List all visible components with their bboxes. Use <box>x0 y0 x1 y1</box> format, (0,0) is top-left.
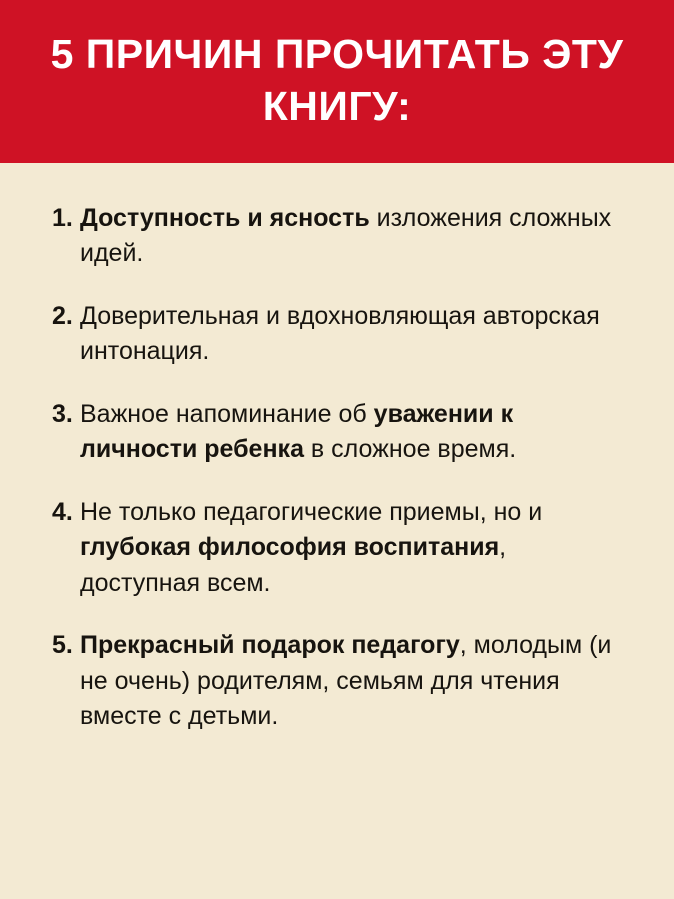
list-item-text: Важное напоминание об уважении к личности ребенка в сложное время. <box>80 399 517 464</box>
bottom-spacer <box>0 762 674 899</box>
list-item-text: Прекрасный подарок педагогу, молодым (и не очень) родителям, семьям для чтения вместе с детьми. <box>80 631 612 731</box>
list-item <box>52 201 616 272</box>
list-item-number: 5. <box>52 631 73 660</box>
list-item-number: 4. <box>52 497 73 526</box>
list-item-text: Доступность и ясность изложения сложных идей. <box>80 203 612 268</box>
page-title: 5 ПРИЧИН ПРОЧИТАТЬ ЭТУ КНИГУ: <box>50 31 624 130</box>
list-item-number: 1. <box>52 203 73 232</box>
list-item <box>52 299 616 370</box>
list-item <box>52 628 616 735</box>
list-item <box>52 495 616 602</box>
reasons-list <box>0 163 674 762</box>
list-item-text: Не только педагогические приемы, но и глубокая философия воспитания, доступная всем. <box>80 497 543 597</box>
list-item <box>52 397 616 468</box>
header-banner <box>0 0 674 163</box>
list-item-number: 3. <box>52 399 73 428</box>
list-item-number: 2. <box>52 301 73 330</box>
list-item-text: Доверительная и вдохновляющая авторская интонация. <box>80 301 600 366</box>
